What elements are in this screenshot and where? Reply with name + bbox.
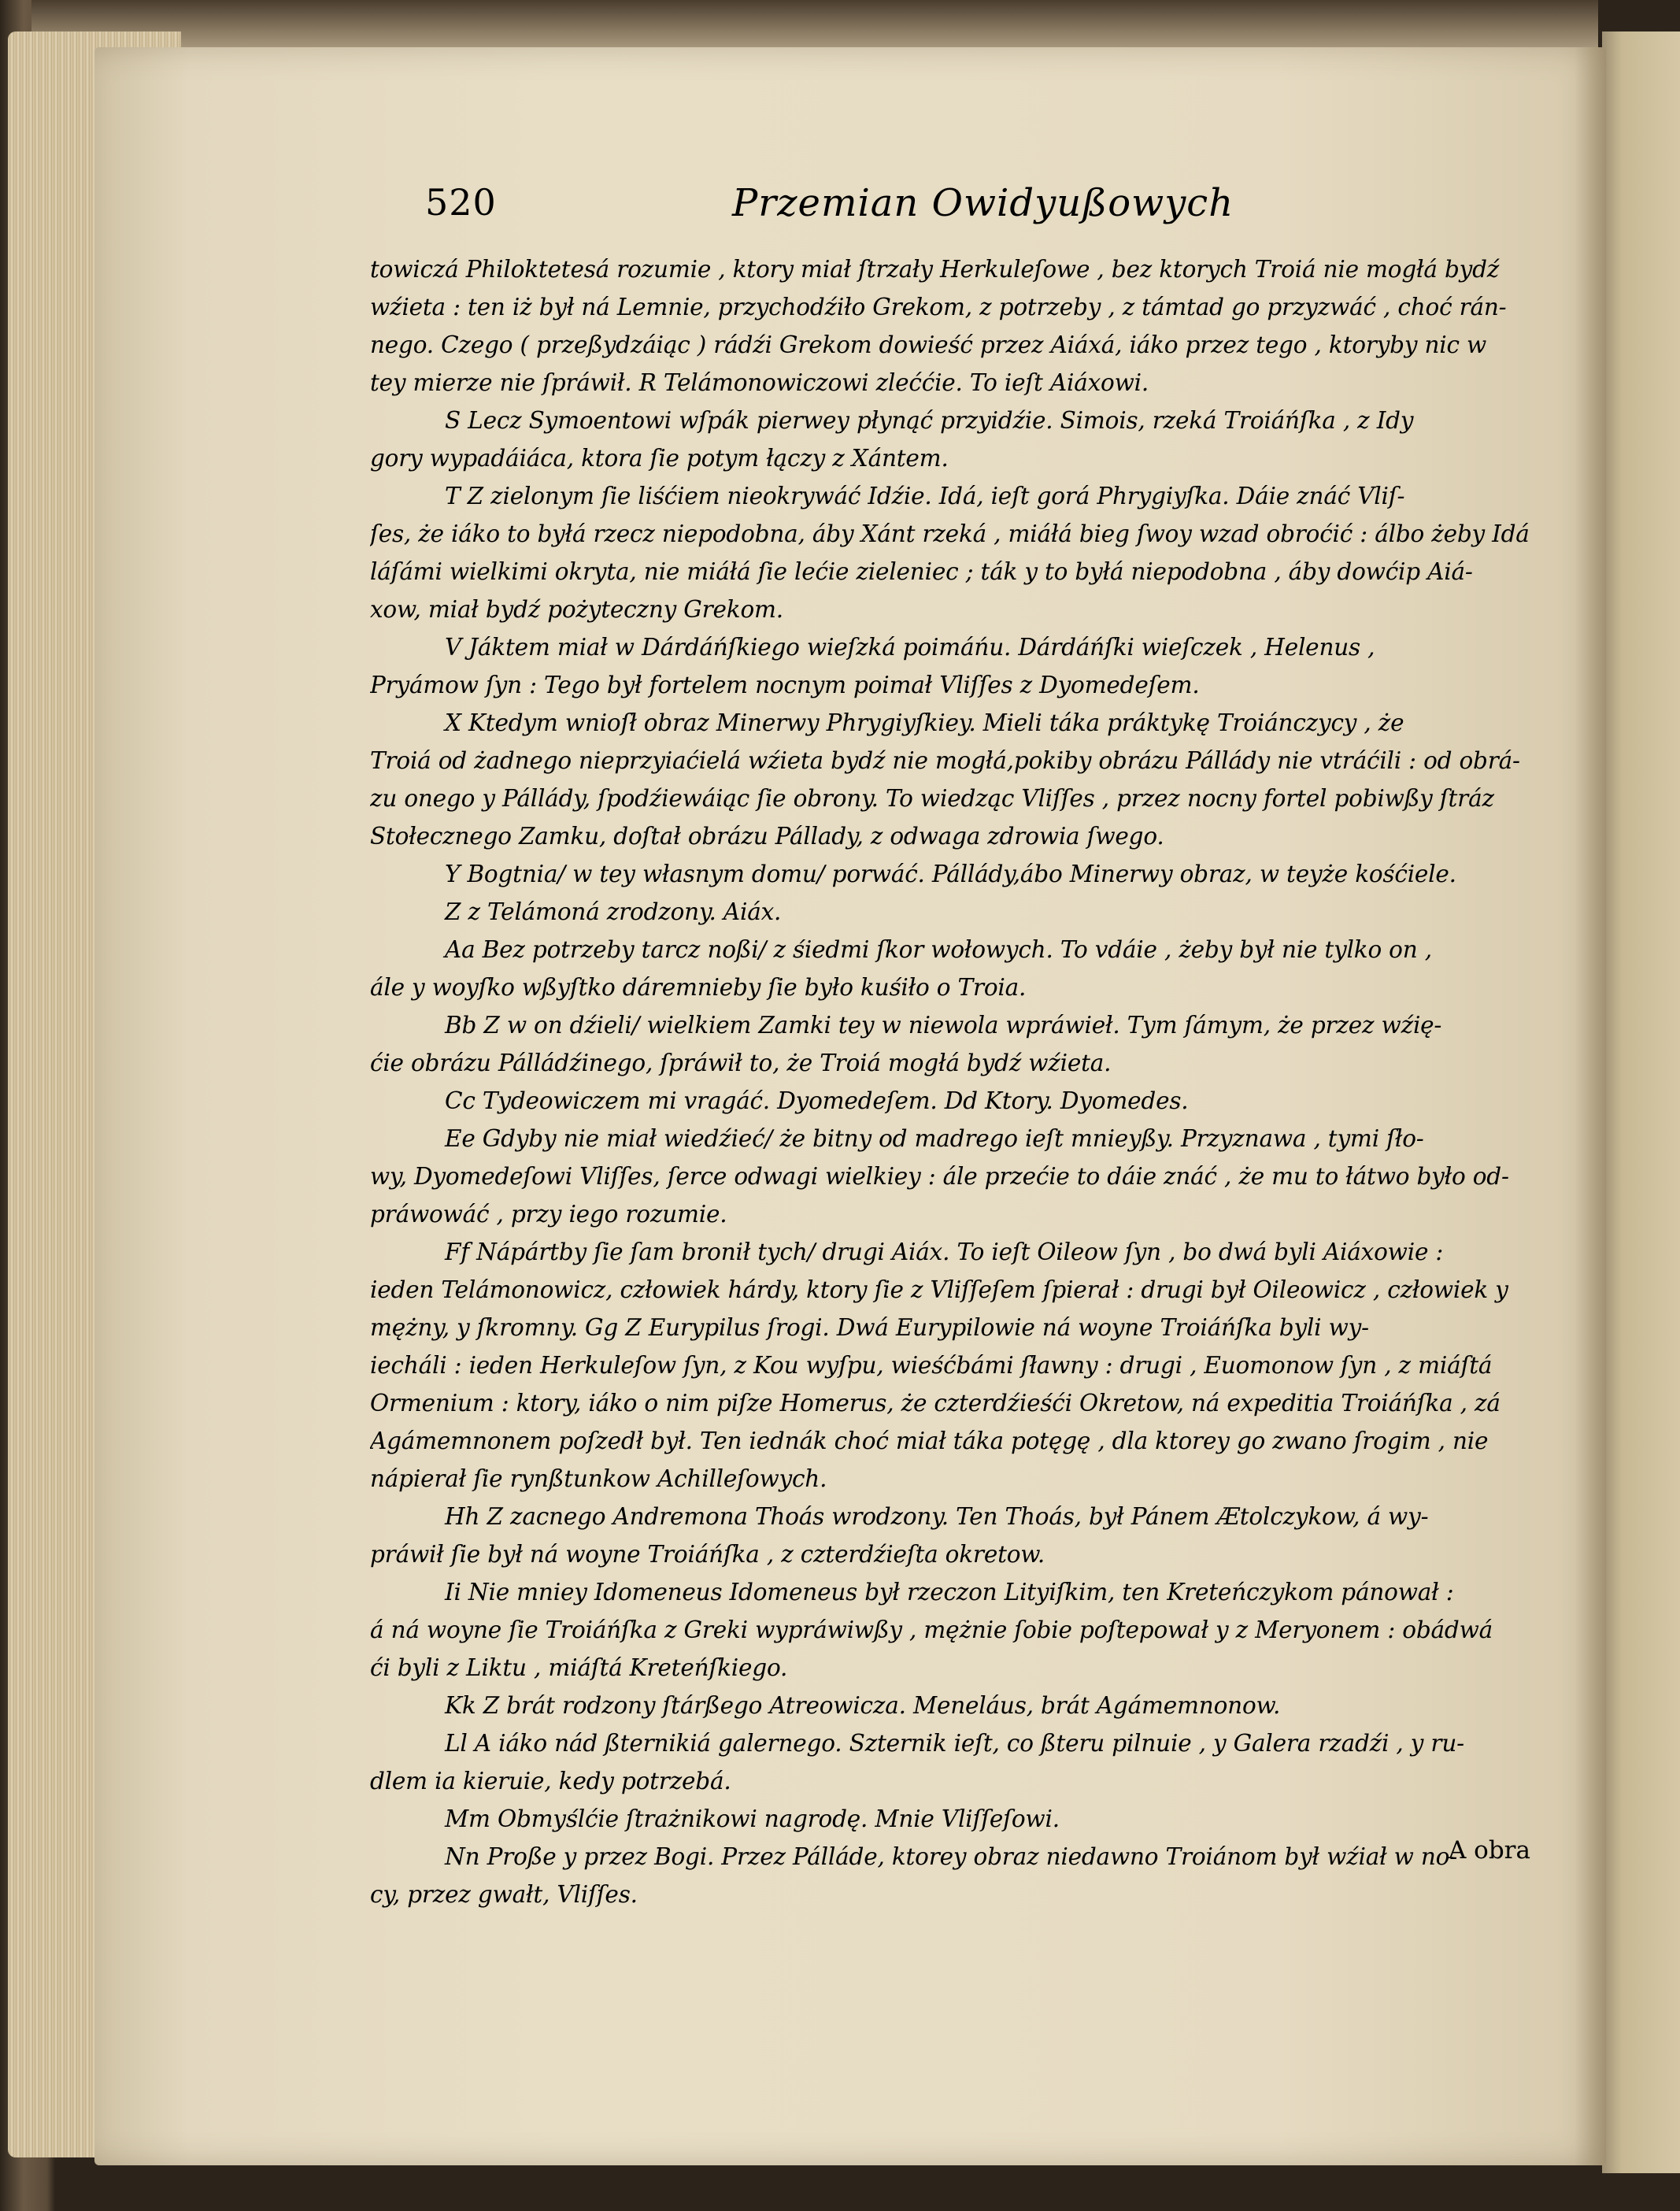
text-line: Cc Tydeowiczem mi vragáć. Dyomedeſem. Dd Ktory. Dyomedes. <box>445 1087 1189 1114</box>
text-line: á ná woyne ſie Troiáńſka z Greki wypráwiwßy , mężnie ſobie poſtepował y z Meryonem : obádwá <box>370 1617 1493 1643</box>
text-line: Aa Bez potrzeby tarcz noßi/ z śiedmi ſkor wołowych. To vdáie , żeby był nie tylko on , <box>445 936 1432 963</box>
text-line: práwił ſie był ná woyne Troiáńſka , z czterdźieſta okretow. <box>370 1541 1045 1568</box>
text-line: Pryámow ſyn : Tego był fortelem nocnym poimał Vliſſes z Dyomedeſem. <box>370 672 1200 698</box>
text-line: gory wypadáiáca, ktora ſie potym łączy z Xántem. <box>370 445 949 472</box>
text-line: zu onego y Pállády, ſpodźiewáiąc ſie obrony. To wiedząc Vliſſes , przez nocny fortel pobiwßy ſtráz <box>370 785 1494 812</box>
text-line: Bb Z w on dźieli/ wielkiem Zamki tey w niewola wpráwieł. Tym ſámym, że przez wźię- <box>445 1012 1442 1039</box>
text-line: wźieta : ten iż był ná Lemnie, przychodźiło Grekom, z potrzeby , z támtad go przyzwáć , choć rán- <box>370 294 1507 320</box>
text-line: Nn Proße y przez Bogi. Przez Pálláde, ktorey obraz niedawno Troiánom był wźiał w no- <box>445 1843 1458 1870</box>
text-line: Mm Obmyślćie ſtrażnikowi nagrodę. Mnie Vliſſeſowi. <box>445 1805 1060 1832</box>
text-line: nápierał ſie rynßtunkow Achilleſowych. <box>370 1465 827 1492</box>
text-line: ále y woyſko wßyſtko dáremnieby ſie było kuśiło o Troia. <box>370 974 1027 1001</box>
text-line: Ormenium : ktory, iáko o nim piſze Homerus, że czterdźieśći Okretow, ná expeditia Troiáńſka , zá <box>370 1390 1501 1417</box>
catchword: A obra <box>1448 1836 1530 1865</box>
text-line: Kk Z brát rodzony ſtárßego Atreowicza. Meneláus, brát Agámemnonow. <box>445 1692 1281 1719</box>
text-line: towiczá Philoktetesá rozumie , ktory miał ſtrzały Herkuleſowe , bez ktorych Troiá nie mogłá bydź <box>370 256 1500 283</box>
running-head <box>425 181 1527 236</box>
page-number: 520 <box>425 181 497 224</box>
text-line: Ff Nápártby ſie ſam bronił tych/ drugi Aiáx. To ieſt Oileow ſyn , bo dwá byli Aiáxowie : <box>445 1239 1444 1265</box>
running-title: Przemian Owidyußowych <box>732 181 1234 225</box>
commentary-text <box>370 250 1551 1913</box>
text-line: láſámi wielkimi okryta, nie miáłá ſie lećie zieleniec ; ták y to byłá niepodobna , áby dowćip Aiá- <box>370 558 1473 585</box>
text-line: Ll A iáko nád ßternikiá galernego. Szternik ieſt, co ßteru pilnuie , y Galera rzadźi , y ru- <box>445 1730 1464 1757</box>
text-line: Troiá od żadnego nieprzyiaćielá wźieta bydź nie mogłá,pokiby obrázu Pállády nie vtráćili : od obrá- <box>370 747 1520 774</box>
facing-page-edge <box>1602 31 1680 2173</box>
text-line: ćie obrázu Pálládźinego, ſpráwił to, że Troiá mogłá bydź wźieta. <box>370 1050 1112 1076</box>
text-line: Y Bogtnia/ w tey własnym domu/ porwáć. Pállády,ábo Minerwy obraz, w teyże kośćiele. <box>445 861 1456 887</box>
text-line: Agámemnonem poſzedł był. Ten iednák choć miał táka potęgę , dla ktorey go zwano ſrogim , nie <box>370 1428 1489 1454</box>
text-line: práwowáć , przy iego rozumie. <box>370 1201 727 1228</box>
text-line: Ii Nie mniey Idomeneus Idomeneus był rzeczon Lityiſkim, ten Kreteńczykom pánował : <box>445 1579 1454 1605</box>
text-line: xow, miał bydź pożyteczny Grekom. <box>370 596 783 623</box>
text-line: Stołecznego Zamku, doſtał obrázu Pállady, z odwaga zdrowia ſwego. <box>370 823 1164 850</box>
text-line: mężny, y ſkromny. Gg Z Eurypilus ſrogi. Dwá Eurypilowie ná woyne Troiáńſka byli wy- <box>370 1314 1369 1341</box>
text-line: ſes, że iáko to byłá rzecz niepodobna, áby Xánt rzeká , miáłá bieg ſwoy wzad obroćić : álbo żeby Idá <box>370 520 1530 547</box>
text-line: wy, Dyomedeſowi Vliſſes, ſerce odwagi wielkiey : ále przećie to dáie znáć , że mu to łátwo było od- <box>370 1163 1509 1190</box>
text-line: Hh Z zacnego Andremona Thoás wrodzony. Ten Thoás, był Pánem Ætolczykow, á wy- <box>445 1503 1429 1530</box>
text-line: ći byli z Liktu , miáſtá Kreteńſkiego. <box>370 1654 788 1681</box>
text-line: tey mierze nie ſpráwił. R Telámonowiczowi zleććie. To ieſt Aiáxowi. <box>370 369 1149 396</box>
text-line: nego. Czego ( przeßydzáiąc ) rádźi Grekom dowieść przez Aiáxá, iáko przez tego , ktoryby nic w <box>370 331 1487 358</box>
text-line: dlem ia kieruie, kedy potrzebá. <box>370 1768 731 1794</box>
text-line: Ee Gdyby nie miał wiedźieć/ że bitny od madrego ieſt mnieyßy. Przyznawa , tymi ſło- <box>445 1125 1424 1152</box>
text-line: Z z Telámoná zrodzony. Aiáx. <box>445 898 782 925</box>
text-line: S Lecz Symoentowi wſpák pierwey płynąć przyidźie. Simois, rzeká Troiáńſka , z Idy <box>445 407 1414 434</box>
text-line: X Ktedym wnioſł obraz Minerwy Phrygiyſkiey. Mieli táka práktykę Troiánczycy , że <box>445 709 1404 736</box>
text-line: iecháli : ieden Herkuleſow ſyn, z Kou wyſpu, wieśćbámi ſławny : drugi , Euomonow ſyn , z miáſtá <box>370 1352 1493 1379</box>
text-line: cy, przez gwałt, Vliſſes. <box>370 1881 638 1908</box>
text-line: V Jáktem miał w Dárdáńſkiego wieſzká poimáńu. Dárdáńſki wieſczek , Helenus , <box>445 634 1375 661</box>
text-line: T Z zielonym ſie liśćiem nieokrywáć Idźie. Idá, ieſt gorá Phrygiyſka. Dáie znáć Vliſ- <box>445 483 1405 509</box>
text-line: ieden Telámonowicz, człowiek hárdy, ktory ſie z Vliſſeſem ſpierał : drugi był Oileowicz , człowiek y <box>370 1276 1508 1303</box>
